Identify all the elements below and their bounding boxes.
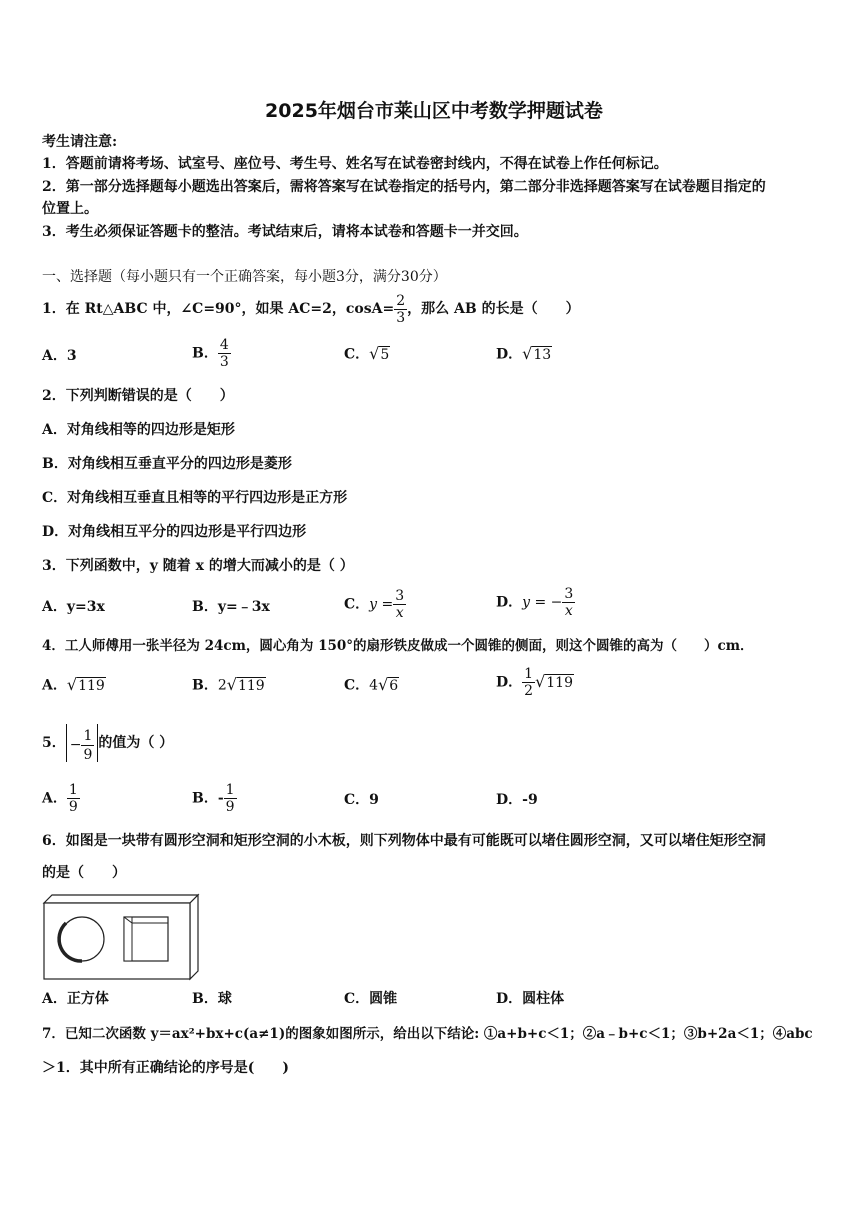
question-1 [42, 292, 580, 326]
q6-option-b[interactable]: B．球 [192, 991, 232, 1007]
q5-option-c[interactable]: C．9 [344, 792, 379, 808]
question-7-line-2: ＞1．其中所有正确结论的序号是( ) [42, 1060, 289, 1076]
q2-option-a[interactable]: A．对角线相等的四边形是矩形 [42, 422, 235, 438]
question-2: 2．下列判断错误的是（ ） [42, 388, 234, 404]
q1-option-b[interactable]: B． $\frac{4}{3}$ [192, 337, 229, 370]
q1-option-d[interactable]: D．√13 [496, 344, 552, 363]
q5-option-b[interactable]: B．- $\frac{1}{9}$ [192, 782, 235, 815]
q6-option-a[interactable]: A．正方体 [42, 991, 109, 1007]
question-7-line-1: 7．已知二次函数 y＝ax²+bx+c(a≠1)的图象如图所示，给出以下结论: ①a+b+c＜1；②a﹣b+c＜1；③b+2a＜1；④abc [42, 1026, 813, 1042]
rectangular-hole-depth-left [124, 917, 132, 961]
q2-option-d[interactable]: D．对角线相互平分的四边形是平行四边形 [42, 524, 307, 540]
q3-option-c[interactable]: C．y = $\frac{3}{x}$ [344, 588, 405, 621]
cos-fraction: $\frac{2}{3}$ [396, 292, 406, 326]
question-3: 3．下列函数中，y 随着 x 的增大而减小的是（ ） [42, 558, 354, 574]
q5-option-d[interactable]: D．-9 [496, 792, 538, 808]
notice-item-1: 1．答题前请将考场、试室号、座位号、考生号、姓名写在试卷密封线内，不得在试卷上作任何标记。 [42, 156, 668, 172]
question-6-line-2: 的是（ ） [42, 865, 126, 881]
question-1-stem-a: 1．在 Rt△ABC 中，∠C=90°，如果 AC=2，cosA= [42, 301, 395, 317]
q3-option-d[interactable]: D．y = − $\frac{3}{x}$ [496, 586, 574, 619]
absolute-value: − $\frac{1}{9}$ [66, 724, 99, 762]
sqrt-symbol: √5 [369, 344, 390, 363]
q4-option-a[interactable]: A．√119 [42, 675, 105, 694]
notice-item-2-cont: 位置上。 [42, 201, 98, 217]
question-6-line-1: 6．如图是一块带有圆形空洞和矩形空洞的小木板，则下列物体中最有可能既可以堵住圆形空洞，又可以堵住矩形空洞 [42, 833, 766, 849]
q1-option-a[interactable]: A．3 [42, 348, 77, 364]
board-top-face [44, 895, 198, 903]
notice-heading: 考生请注意: [42, 134, 118, 150]
q4-option-c[interactable]: C．4√6 [344, 675, 399, 694]
question-5: 5． − $\frac{1}{9}$ 的值为（ ） [42, 722, 173, 764]
notice-item-3: 3．考生必须保证答题卡的整洁。考试结束后，请将本试卷和答题卡一并交回。 [42, 224, 528, 240]
q3-option-a[interactable]: A．y=3x [42, 599, 105, 615]
question-1-stem-b: ，那么 AB 的长是（ ） [407, 301, 580, 317]
page-title: 2025年烟台市莱山区中考数学押题试卷 [265, 100, 603, 122]
q4-option-b[interactable]: B．2√119 [192, 675, 265, 694]
question-4: 4．工人师傅用一张半径为 24cm，圆心角为 150°的扇形铁皮做成一个圆锥的侧面，则这个圆锥的高为（ ）cm． [42, 638, 754, 654]
q1-option-c[interactable]: C．√5 [344, 344, 390, 363]
q2-option-b[interactable]: B．对角线相互垂直平分的四边形是菱形 [42, 456, 292, 472]
section-heading: 一、选择题（每小题只有一个正确答案，每小题3分，满分30分） [42, 269, 447, 285]
notice-item-2: 2．第一部分选择题每小题选出答案后，需将答案写在试卷指定的括号内，第二部分非选择题答案写在试卷题目指定的 [42, 179, 766, 195]
q6-option-c[interactable]: C．圆锥 [344, 991, 398, 1007]
q2-option-c[interactable]: C．对角线相互垂直且相等的平行四边形是正方形 [42, 490, 348, 506]
q4-option-d[interactable]: D． $\frac{1}{2}$ √119 [496, 666, 573, 699]
board-side-face [190, 895, 198, 979]
q3-option-b[interactable]: B．y=﹣3x [192, 599, 270, 615]
q5-option-a[interactable]: A． $\frac{1}{9}$ [42, 782, 78, 815]
q6-option-d[interactable]: D．圆柱体 [496, 991, 565, 1007]
sqrt-symbol: √13 [522, 344, 552, 363]
wooden-board-figure [42, 893, 200, 981]
